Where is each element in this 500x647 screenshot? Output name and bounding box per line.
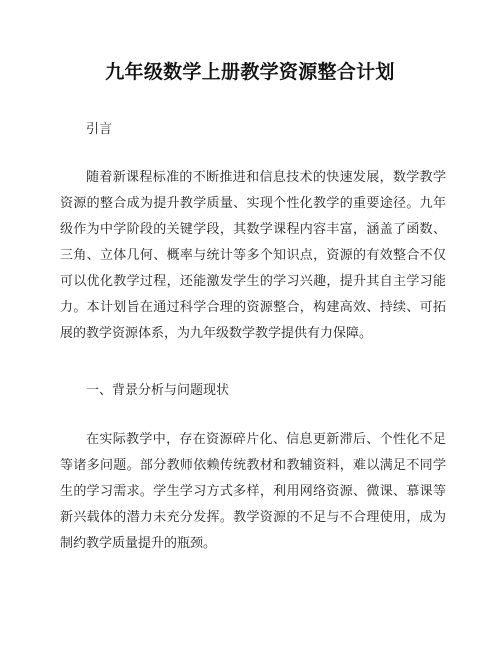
intro-heading: 引言 — [86, 122, 113, 137]
section-heading-background: 一、背景分析与问题现状 — [86, 383, 230, 398]
section-paragraph-background: 在实际教学中，存在资源碎片化、信息更新滞后、个性化不足等诸多问题。部分教师依赖传统教材和教辅资料，难以满足不同学生的学习需求。学生学习方式多样，利用网络资源、微课、慕课等新兴载体的潜力未充分发挥。教学资源的不足与不合理使用，成为制约教学质量提升的瓶颈。 — [60, 432, 446, 551]
document-title: 九年级数学上册教学资源整合计划 — [105, 61, 395, 83]
intro-paragraph: 随着新课程标准的不断推进和信息技术的快速发展，数学教学资源的整合成为提升教学质量、实现个性化教学的重要途径。九年级作为中学阶段的关键学段，其数学课程内容丰富，涵盖了函数、三角、立体几何、概率与统计等多个知识点，资源的有效整合不仅可以优化教学过程，还能激发学生的学习兴趣，提升其自主学习能力。本计划旨在通过科学合理的资源整合，构建高效、持续、可拓展的教学资源体系，为九年级数学教学提供有力保障。 — [60, 170, 446, 341]
